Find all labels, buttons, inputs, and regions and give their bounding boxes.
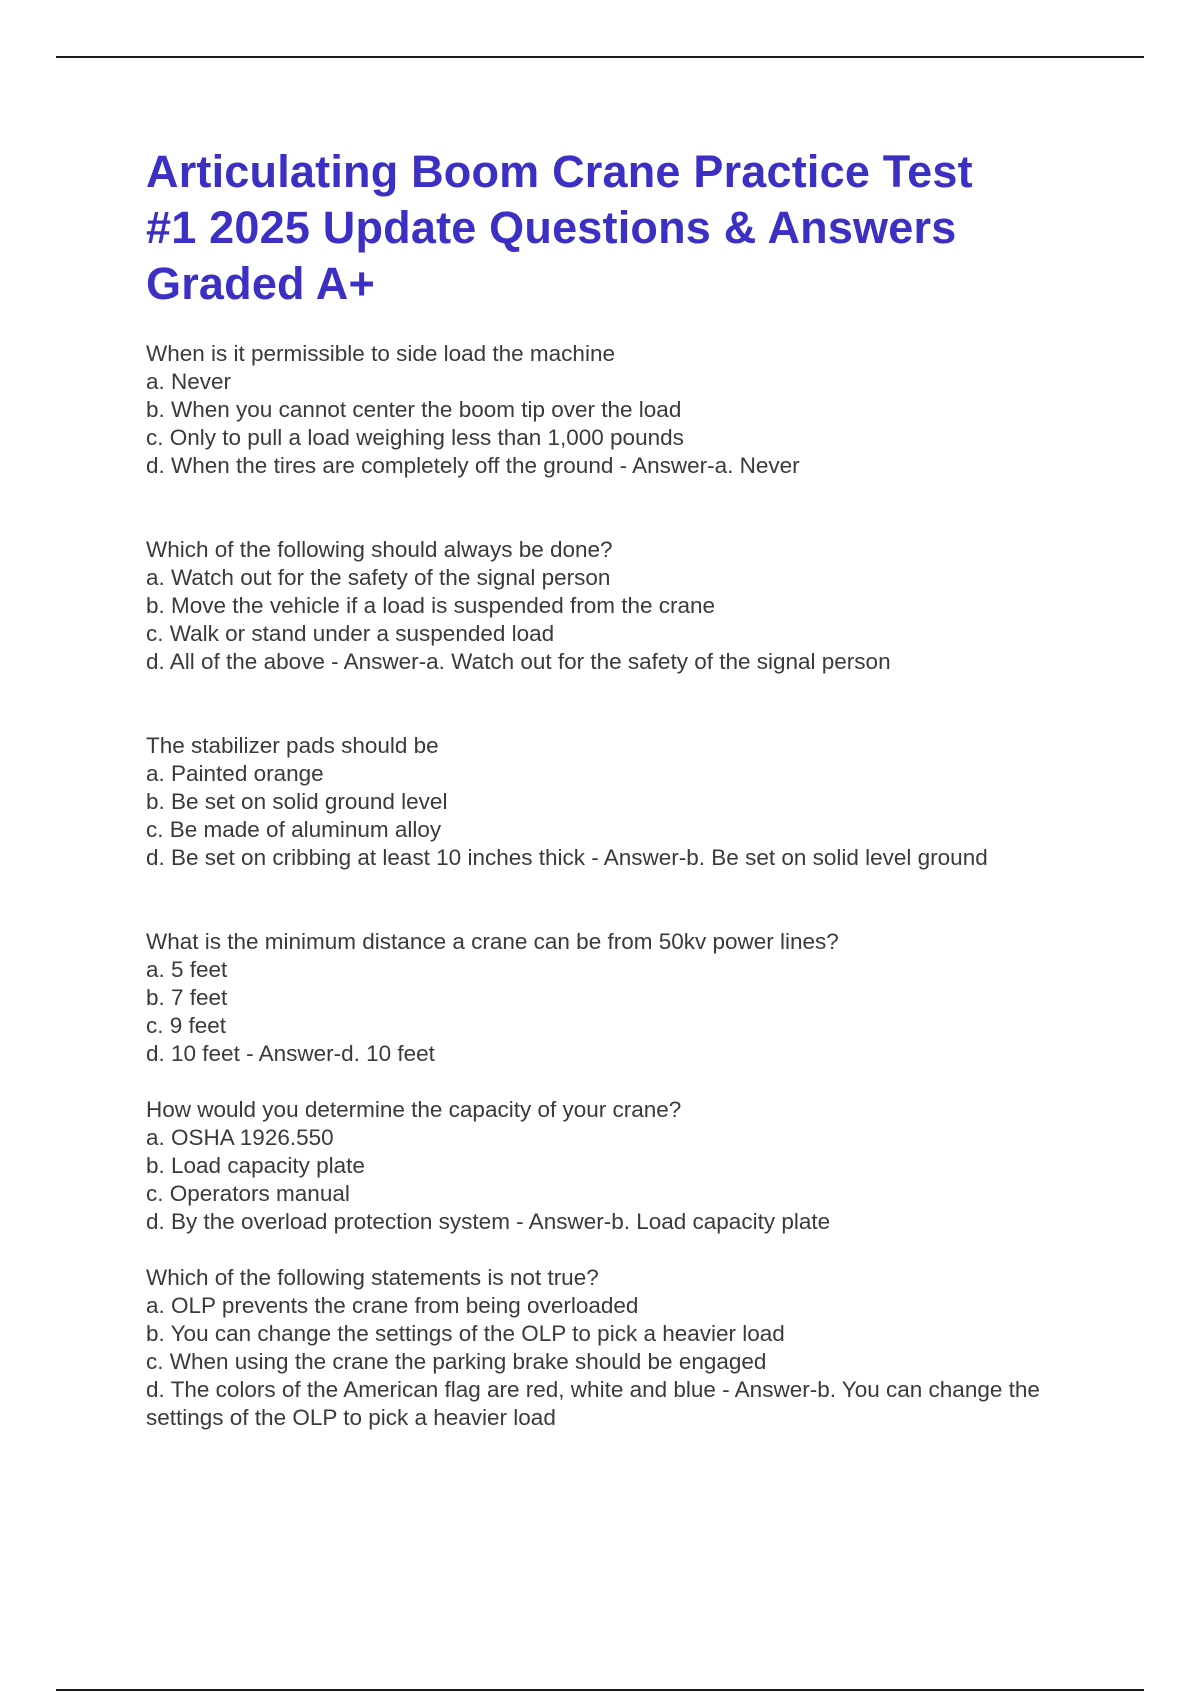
answer-option: a. Never — [146, 369, 232, 394]
answer-option: a. OLP prevents the crane from being overloaded — [146, 1293, 639, 1318]
answer-option: b. Move the vehicle if a load is suspended from the crane — [146, 593, 716, 618]
question-block-1 — [146, 340, 1096, 480]
answer-option: b. Load capacity plate — [146, 1153, 365, 1178]
question-block-2 — [146, 536, 1096, 676]
question-text: How would you determine the capacity of your crane? — [146, 1097, 682, 1122]
answer-option: c. When using the crane the parking brake should be engaged — [146, 1349, 767, 1374]
answer-option: c. 9 feet — [146, 1013, 227, 1038]
title-line: #1 2025 Update Questions & Answers — [146, 202, 957, 253]
question-block-5 — [146, 1096, 1096, 1236]
answer-option: c. Walk or stand under a suspended load — [146, 621, 555, 646]
answer-option: d. All of the above - Answer-a. Watch out for the safety of the signal person — [146, 649, 891, 674]
header-rule — [56, 56, 1144, 58]
question-text: Which of the following should always be done? — [146, 537, 613, 562]
question-text: What is the minimum distance a crane can be from 50kv power lines? — [146, 929, 839, 954]
document-body — [146, 144, 1096, 1432]
title-line: Articulating Boom Crane Practice Test — [146, 146, 973, 197]
document-title — [146, 144, 1096, 312]
question-block-3 — [146, 732, 1096, 872]
question-text: The stabilizer pads should be — [146, 733, 439, 758]
question-block-4 — [146, 928, 1096, 1068]
answer-option: b. When you cannot center the boom tip over the load — [146, 397, 682, 422]
question-block-6 — [146, 1264, 1096, 1432]
answer-option: d. Be set on cribbing at least 10 inches thick - Answer-b. Be set on solid level ground — [146, 845, 988, 870]
answer-option: c. Only to pull a load weighing less than 1,000 pounds — [146, 425, 684, 450]
answer-option: d. 10 feet - Answer-d. 10 feet — [146, 1041, 435, 1066]
answer-option: a. Painted orange — [146, 761, 324, 786]
answer-option: c. Be made of aluminum alloy — [146, 817, 442, 842]
title-line: Graded A+ — [146, 258, 375, 309]
answer-option: c. Operators manual — [146, 1181, 350, 1206]
answer-option: a. Watch out for the safety of the signal person — [146, 565, 611, 590]
question-text: Which of the following statements is not true? — [146, 1265, 599, 1290]
answer-option: a. 5 feet — [146, 957, 228, 982]
question-text: When is it permissible to side load the machine — [146, 341, 615, 366]
answer-option: b. 7 feet — [146, 985, 228, 1010]
answer-option: d. When the tires are completely off the ground - Answer-a. Never — [146, 453, 800, 478]
answer-option: d. The colors of the American flag are red, white and blue - Answer-b. You can change the settings of the OLP to pick a heavier load — [146, 1377, 1047, 1430]
answer-option: b. You can change the settings of the OLP to pick a heavier load — [146, 1321, 785, 1346]
answer-option: a. OSHA 1926.550 — [146, 1125, 334, 1150]
answer-option: d. By the overload protection system - Answer-b. Load capacity plate — [146, 1209, 831, 1234]
answer-option: b. Be set on solid ground level — [146, 789, 448, 814]
footer-rule — [56, 1689, 1144, 1691]
